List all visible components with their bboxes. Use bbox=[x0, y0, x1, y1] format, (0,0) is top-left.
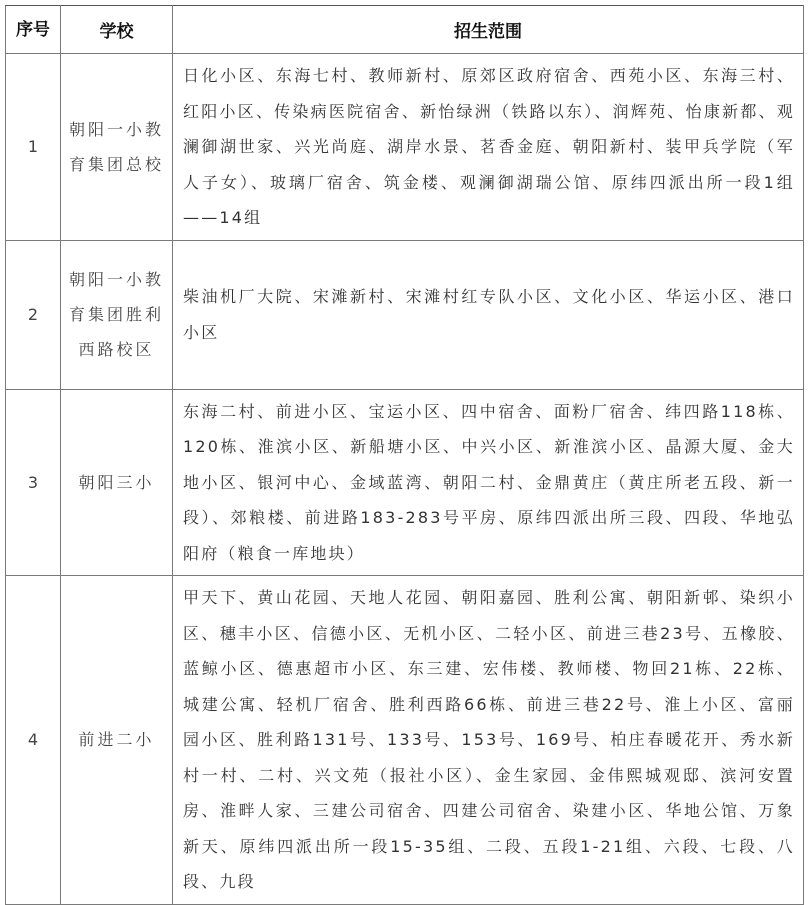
row-enrollment-range: 日化小区、东海七村、教师新村、原郊区政府宿舍、西苑小区、东海三村、红阳小区、传染病医院宿舍、新怡绿洲（铁路以东）、润辉苑、怡康新都、观澜御湖世家、兴光尚庭、湖岸水景、茗香金庭、朝阳新村、装甲兵学院（军人子女）、玻璃厂宿舍、筑金楼、观澜御湖瑞公馆、原纬四派出所一段1组——14组 bbox=[173, 54, 804, 241]
header-row bbox=[6, 6, 804, 54]
table-row bbox=[6, 389, 804, 576]
row-school-name: 朝阳一小教育集团总校 bbox=[61, 54, 173, 241]
row-serial-number: 1 bbox=[6, 54, 61, 241]
header-school: 学校 bbox=[61, 6, 173, 54]
table-row bbox=[6, 576, 804, 905]
row-enrollment-range: 东海二村、前进小区、宝运小区、四中宿舍、面粉厂宿舍、纬四路118栋、120栋、淮滨小区、新船塘小区、中兴小区、新淮滨小区、晶源大厦、金大地小区、银河中心、金域蓝湾、朝阳二村、金鼎黄庄（黄庄所老五段、新一段）、郊粮楼、前进路183-283号平房、原纬四派出所三段、四段、华地弘阳府（粮食一库地块） bbox=[173, 389, 804, 576]
header-serial-number: 序号 bbox=[6, 6, 61, 54]
table-row bbox=[6, 54, 804, 241]
header-enrollment-range: 招生范围 bbox=[173, 6, 804, 54]
table-body bbox=[6, 54, 804, 905]
row-enrollment-range: 柴油机厂大院、宋滩新村、宋滩村红专队小区、文化小区、华运小区、港口小区 bbox=[173, 240, 804, 389]
row-school-name: 前进二小 bbox=[61, 576, 173, 905]
table-header bbox=[6, 6, 804, 54]
row-school-name: 朝阳一小教育集团胜利西路校区 bbox=[61, 240, 173, 389]
table-row bbox=[6, 240, 804, 389]
row-serial-number: 4 bbox=[6, 576, 61, 905]
enrollment-zone-table bbox=[5, 5, 804, 905]
row-serial-number: 2 bbox=[6, 240, 61, 389]
row-school-name: 朝阳三小 bbox=[61, 389, 173, 576]
row-serial-number: 3 bbox=[6, 389, 61, 576]
row-enrollment-range: 甲天下、黄山花园、天地人花园、朝阳嘉园、胜利公寓、朝阳新邨、染织小区、穗丰小区、信德小区、无机小区、二轻小区、前进三巷23号、五橡胶、蓝鲸小区、德惠超市小区、东三建、宏伟楼、教师楼、物回21栋、22栋、城建公寓、轻机厂宿舍、胜利西路66栋、前进三巷22号、淮上小区、富丽园小区、胜利路131号、133号、153号、169号、柏庄春暖花开、秀水新村一村、二村、兴文苑（报社小区）、金生家园、金伟熙城观邸、滨河安置房、淮畔人家、三建公司宿舍、四建公司宿舍、染建小区、华地公馆、万象新天、原纬四派出所一段15-35组、二段、五段1-21组、六段、七段、八段、九段 bbox=[173, 576, 804, 905]
